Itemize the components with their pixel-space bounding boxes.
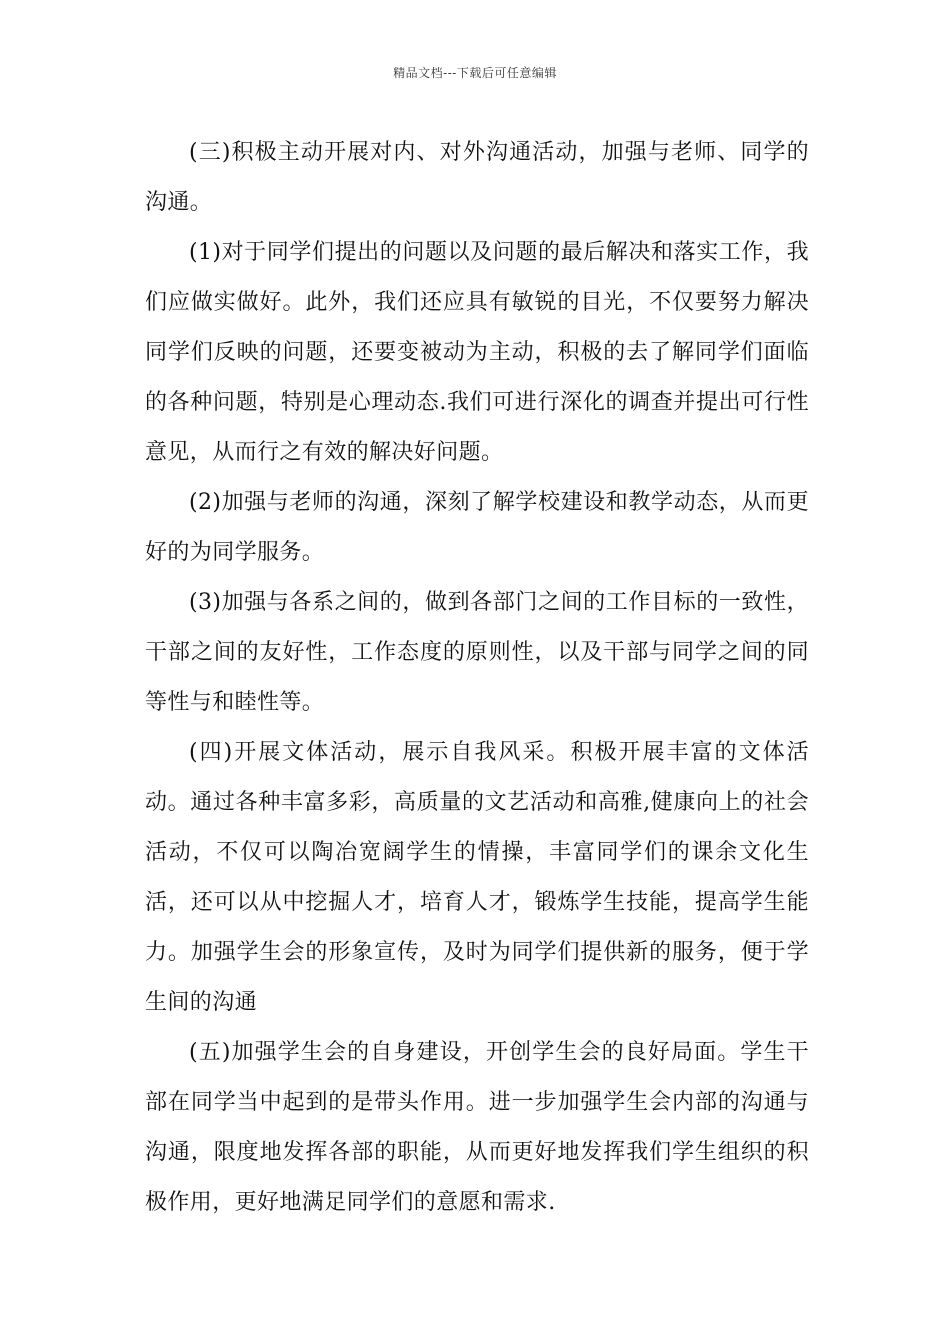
paragraph-item-1: (1)对于同学们提出的问题以及问题的最后解决和落实工作，我们应做实做好。此外，我们还应具有敏锐的目光，不仅要努力解决同学们反映的问题，还要变被动为主动，积极的去了解同学们面临的各种问题，特别是心理动态.我们可进行深化的调查并提出可行性意见，从而行之有效的解决好问题。 [145, 240, 809, 465]
paragraph-section-5: (五)加强学生会的自身建设，开创学生会的良好局面。学生干部在同学当中起到的是带头作用。进一步加强学生会内部的沟通与沟通，限度地发挥各部的职能，从而更好地发挥我们学生组织的积极作用，更好地满足同学们的意愿和需求. [145, 1040, 809, 1215]
paragraph-item-3: (3)加强与各系之间的，做到各部门之间的工作目标的一致性，干部之间的友好性，工作态度的原则性，以及干部与同学之间的同等性与和睦性等。 [145, 590, 809, 715]
document-body [145, 128, 809, 1228]
paragraph-section-3: (三)积极主动开展对内、对外沟通活动，加强与老师、同学的沟通。 [145, 140, 809, 215]
paragraph-item-2: (2)加强与老师的沟通，深刻了解学校建设和教学动态，从而更好的为同学服务。 [145, 490, 809, 565]
page-header: 精品文档---下载后可任意编辑 [393, 66, 557, 80]
paragraph-section-4: (四)开展文体活动，展示自我风采。积极开展丰富的文体活动。通过各种丰富多彩，高质量的文艺活动和高雅,健康向上的社会活动，不仅可以陶冶宽阔学生的情操，丰富同学们的课余文化生活，还可以从中挖掘人才，培育人才，锻炼学生技能，提高学生能力。加强学生会的形象宣传，及时为同学们提供新的服务，便于学生间的沟通 [145, 740, 809, 1015]
